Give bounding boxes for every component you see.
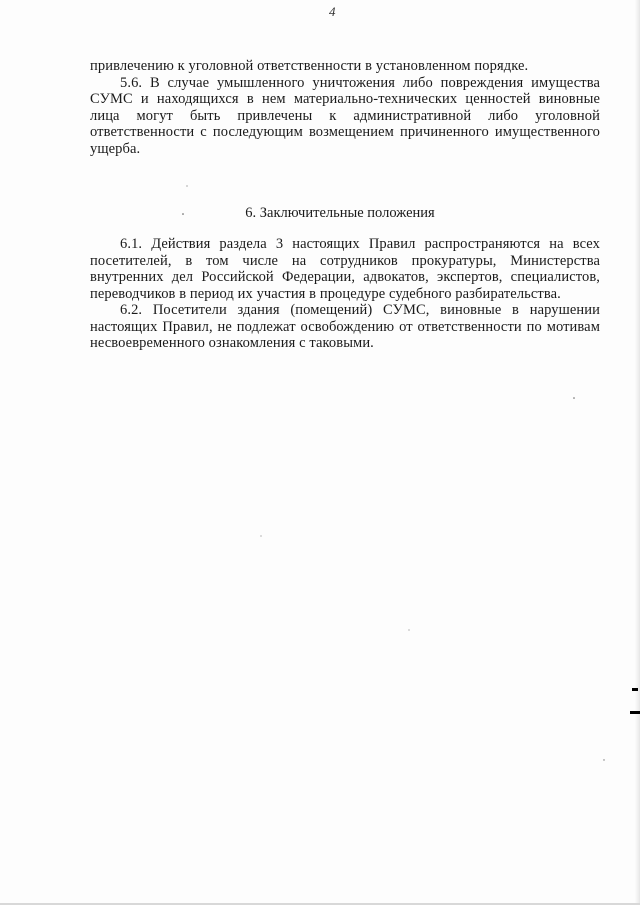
paragraph-6-1: 6.1. Действия раздела 3 настоящих Правил распространяются на всех посетителей, в том числе на сотрудников прокуратуры, Министерства внутренних дел Российской Федерации, адвокатов, экспертов, специалистов, переводчиков в период их участия в процедуре судебного разбирательства. [90, 236, 600, 302]
section-6-body [90, 236, 600, 352]
scan-speck [408, 629, 409, 630]
section-6-heading: 6. Заключительные положения [245, 205, 435, 221]
section-5-continuation [90, 58, 600, 157]
scan-mark [630, 711, 640, 714]
paragraph-6-2: 6.2. Посетители здания (помещений) СУМС, виновные в нарушении настоящих Правил, не подлежат освобождению от ответственности по мотивам несвоевременного ознакомления с таковыми. [90, 302, 600, 351]
scan-speck [186, 185, 187, 186]
paragraph-5-6: 5.6. В случае умышленного уничтожения либо повреждения имущества СУМС и находящихся в нем материально-технических ценностей виновные лица могут быть привлечены к административной либо уголовной ответственности с последующим возмещением причиненного имущественного ущерба. [90, 74, 600, 157]
scan-speck [260, 535, 261, 536]
page-number: 4 [329, 4, 336, 19]
scan-speck [603, 759, 604, 760]
paragraph-5-5-continuation: привлечению к уголовной ответственности в установленном порядке. [90, 58, 529, 74]
scan-speck [573, 397, 575, 399]
scan-edge-shadow [634, 0, 640, 905]
scan-mark [632, 688, 638, 691]
